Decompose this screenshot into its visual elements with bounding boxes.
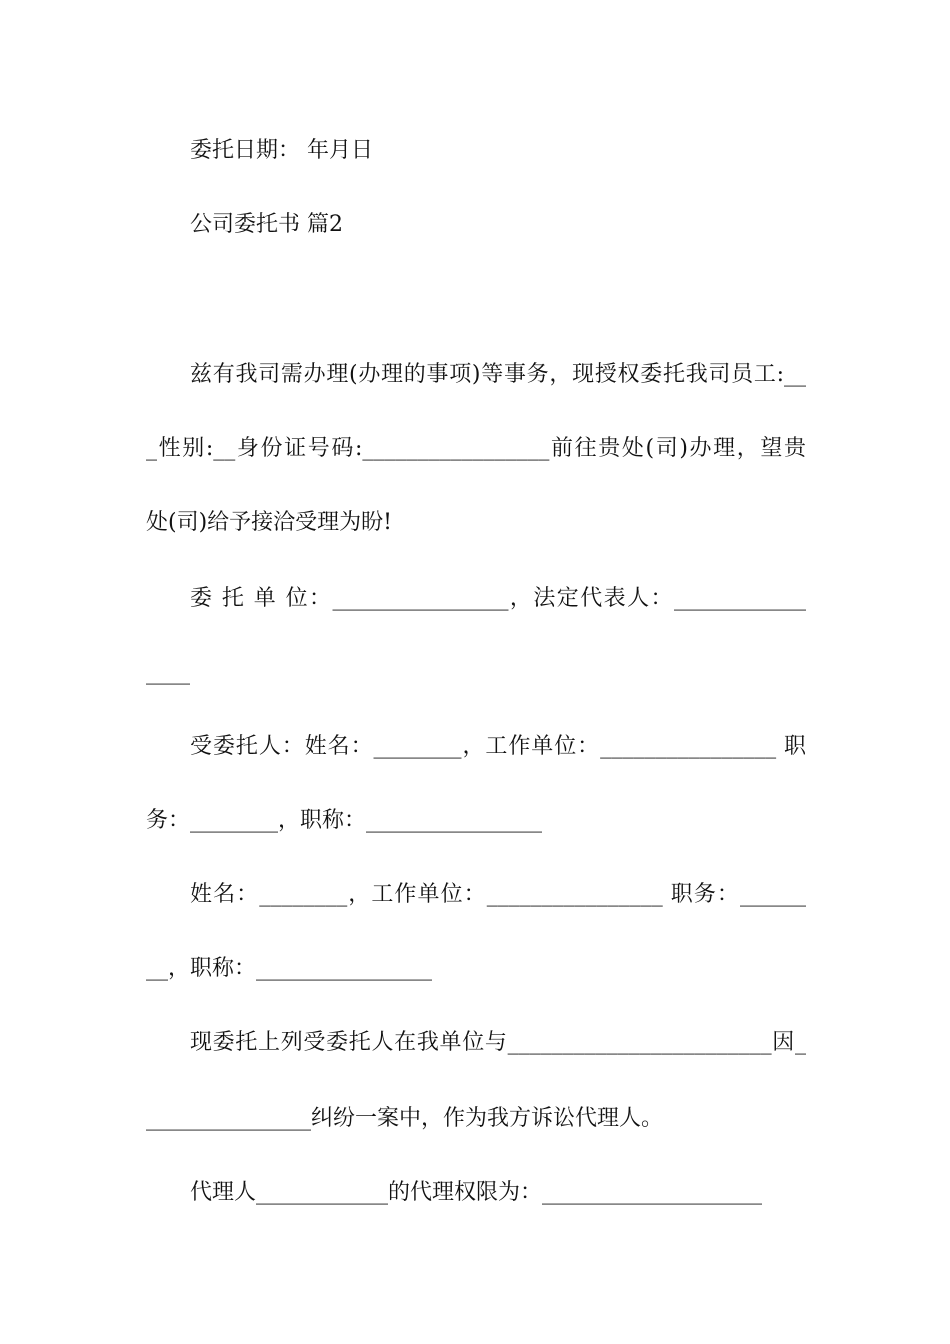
entrust-date-line: 委托日期： 年月日 [190,138,373,163]
paragraph-intro-line-3: 处(司)给予接洽受理为盼! [146,510,393,535]
section-heading: 公司委托书 篇2 [190,212,343,237]
agent-authority-line: 代理人____________的代理权限为：____________________ [190,1180,763,1205]
agent-two-line-2: __，职称：________________ [146,956,433,981]
entrust-case-line-2: _______________纠纷一案中，作为我方诉讼代理人。 [146,1106,664,1131]
paragraph-intro-line-1: 兹有我司需办理(办理的事项)等事务，现授权委托我司员工:__ [190,362,806,387]
agent-one-line-2: 务：________，职称：________________ [146,808,543,833]
entrust-case-line-1: 现委托上列受委托人在我单位与________________________因_ [190,1030,806,1055]
agent-two-line-1: 姓名：________，工作单位：________________ 职务：______ [190,882,806,907]
paragraph-intro-line-2: _性别:__身份证号码:_________________前往贵处(司)办理，望贵 [146,436,806,461]
entrusting-unit-line-1: 委 托 单 位：________________，法定代表人：____________ [190,586,806,611]
entrusting-unit-line-2: ____ [146,660,190,685]
agent-one-line-1: 受委托人：姓名：________，工作单位：________________ 职 [190,734,806,759]
